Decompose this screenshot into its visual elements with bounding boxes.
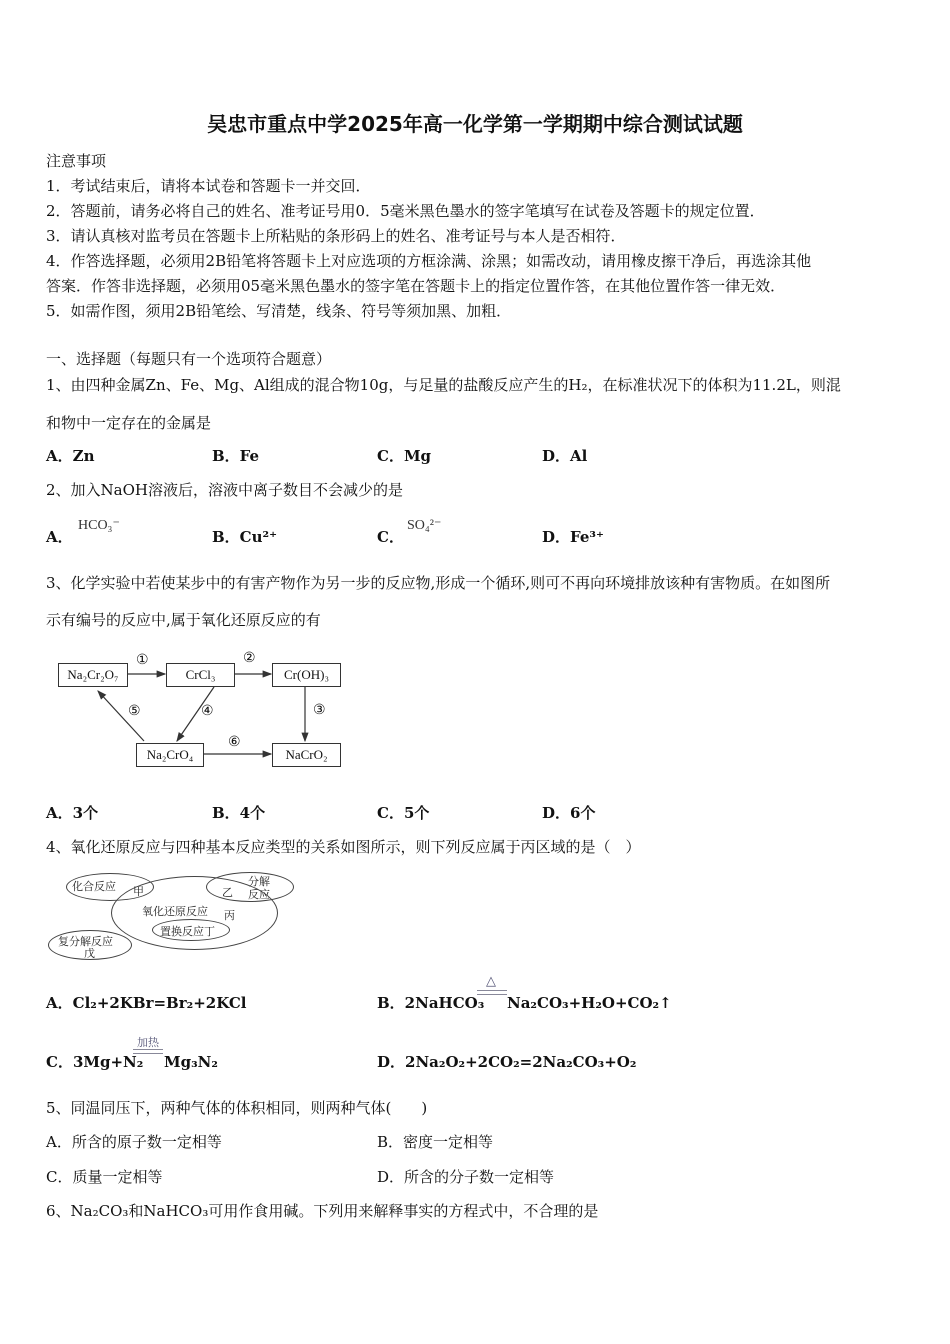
q3-option-d: D．6个: [542, 804, 596, 822]
q3-option-a: A．3个: [46, 804, 99, 822]
reaction-label-5: ⑤: [128, 703, 141, 719]
q6-stem: 6、Na₂CO₃和NaHCO₃可用作食用碱。下列用来解释事实的方程式中，不合理的是: [46, 1202, 599, 1220]
label-bing: 丙: [224, 909, 235, 922]
note-item: 3．请认真核对监考员在答题卡上所粘贴的条形码上的姓名、准考证号与本人是否相符．: [46, 227, 626, 245]
q1-stem-cont: 和物中一定存在的金属是: [46, 414, 212, 432]
q2-option-b: B．Cu²⁺: [212, 528, 278, 546]
label-displacement: 置换反应丁: [160, 925, 215, 938]
note-item: 4．作答选择题，必须用2B铅笔将答题卡上对应选项的方框涂满、涂黑；如需改动，请用橡皮擦干净后，再选涂其他: [46, 252, 812, 270]
q4-option-c-left: C．3Mg+N₂: [46, 1053, 144, 1071]
node-na2cr2o7: Na₂Cr₂O₇: [58, 663, 128, 687]
label-jia: 甲: [133, 885, 144, 898]
node-na2cro4: Na₂CrO₄: [136, 743, 204, 767]
note-item: 答案．作答非选择题，必须用05毫米黑色墨水的签字笔在答题卡上的指定位置作答，在其他位置作答一律无效．: [46, 277, 786, 295]
q3-option-c: C．5个: [377, 804, 430, 822]
q3-stem-cont: 示有编号的反应中,属于氧化还原反应的有: [46, 611, 321, 629]
q4-option-b-left: B．2NaHCO₃: [377, 994, 485, 1012]
q3-option-b: B．4个: [212, 804, 266, 822]
q4-option-a: A．Cl₂+2KBr=Br₂+2KCl: [46, 994, 247, 1012]
label-combination: 化合反应: [72, 880, 116, 893]
label-decomposition: 分解: [248, 875, 270, 888]
section-heading: 一、选择题（每题只有一个选项符合题意）: [46, 350, 332, 368]
reaction-bar: [477, 990, 507, 995]
node-nacro2: NaCrO₂: [272, 743, 341, 767]
q4-stem: 4、氧化还原反应与四种基本反应类型的关系如图所示，则下列反应属于丙区域的是（ ）: [46, 838, 641, 856]
node-croh3: Cr(OH)₃: [272, 663, 341, 687]
heating-condition: 加热: [137, 1036, 159, 1049]
q2-option-c-formula: SO₄²⁻: [407, 518, 442, 533]
label-wu: 戊: [84, 947, 95, 960]
q1-option-d: D．Al: [542, 447, 588, 465]
q5-option-a: A．所含的原子数一定相等: [46, 1133, 222, 1151]
q1-option-c: C．Mg: [377, 447, 432, 465]
node-crcl3: CrCl₃: [166, 663, 235, 687]
q2-option-a: A．: [46, 528, 73, 546]
q1-stem: 1、由四种金属Zn、Fe、Mg、Al组成的混合物10g，与足量的盐酸反应产生的H₂，在标准状况下的体积为11.2L，则混: [46, 376, 841, 394]
q2-option-d: D．Fe³⁺: [542, 528, 604, 546]
q1-option-b: B．Fe: [212, 447, 260, 465]
q2-stem: 2、加入NaOH溶液后，溶液中离子数目不会减少的是: [46, 481, 403, 499]
page-title: 吴忠市重点中学2025年高一化学第一学期期中综合测试试题: [207, 112, 743, 136]
label-double-decomposition: 复分解反应: [58, 935, 113, 948]
q4-option-b-right: Na₂CO₃+H₂O+CO₂↑: [507, 994, 672, 1012]
q1-option-a: A．Zn: [46, 447, 95, 465]
q2-option-c: C．: [377, 528, 404, 546]
label-decomposition-2: 反应: [248, 888, 270, 901]
q4-option-c-right: Mg₃N₂: [164, 1053, 218, 1071]
note-item: 5．如需作图，须用2B铅笔绘、写清楚，线条、符号等须加黑、加粗．: [46, 302, 512, 320]
q5-stem: 5、同温同压下，两种气体的体积相同，则两种气体( ): [46, 1099, 428, 1117]
reaction-label-4: ④: [201, 703, 214, 719]
reaction-label-3: ③: [313, 702, 326, 718]
q2-option-a-formula: HCO₃⁻: [78, 518, 120, 533]
note-item: 1．考试结束后，请将本试卷和答题卡一并交回．: [46, 177, 371, 195]
label-yi: 乙: [222, 886, 233, 899]
reaction-label-1: ①: [136, 652, 149, 668]
heat-triangle-condition: △: [486, 974, 496, 989]
q3-stem: 3、化学实验中若使某步中的有害产物作为另一步的反应物,形成一个循环,则可不再向环境排放该种有害物质。在如图所: [46, 574, 831, 592]
note-item: 2．答题前，请务必将自己的姓名、准考证号用0．5毫米黑色墨水的签字笔填写在试卷及答题卡的规定位置．: [46, 202, 765, 220]
notes-header: 注意事项: [46, 152, 107, 170]
reaction-label-6: ⑥: [228, 734, 241, 750]
q4-option-d: D．2Na₂O₂+2CO₂=2Na₂CO₃+O₂: [377, 1053, 637, 1071]
q5-option-d: D．所含的分子数一定相等: [377, 1168, 555, 1186]
reaction-label-2: ②: [243, 650, 256, 666]
q5-option-b: B．密度一定相等: [377, 1133, 494, 1151]
label-redox: 氧化还原反应: [142, 905, 208, 918]
reaction-bar: [133, 1049, 163, 1054]
q5-option-c: C．质量一定相等: [46, 1168, 163, 1186]
